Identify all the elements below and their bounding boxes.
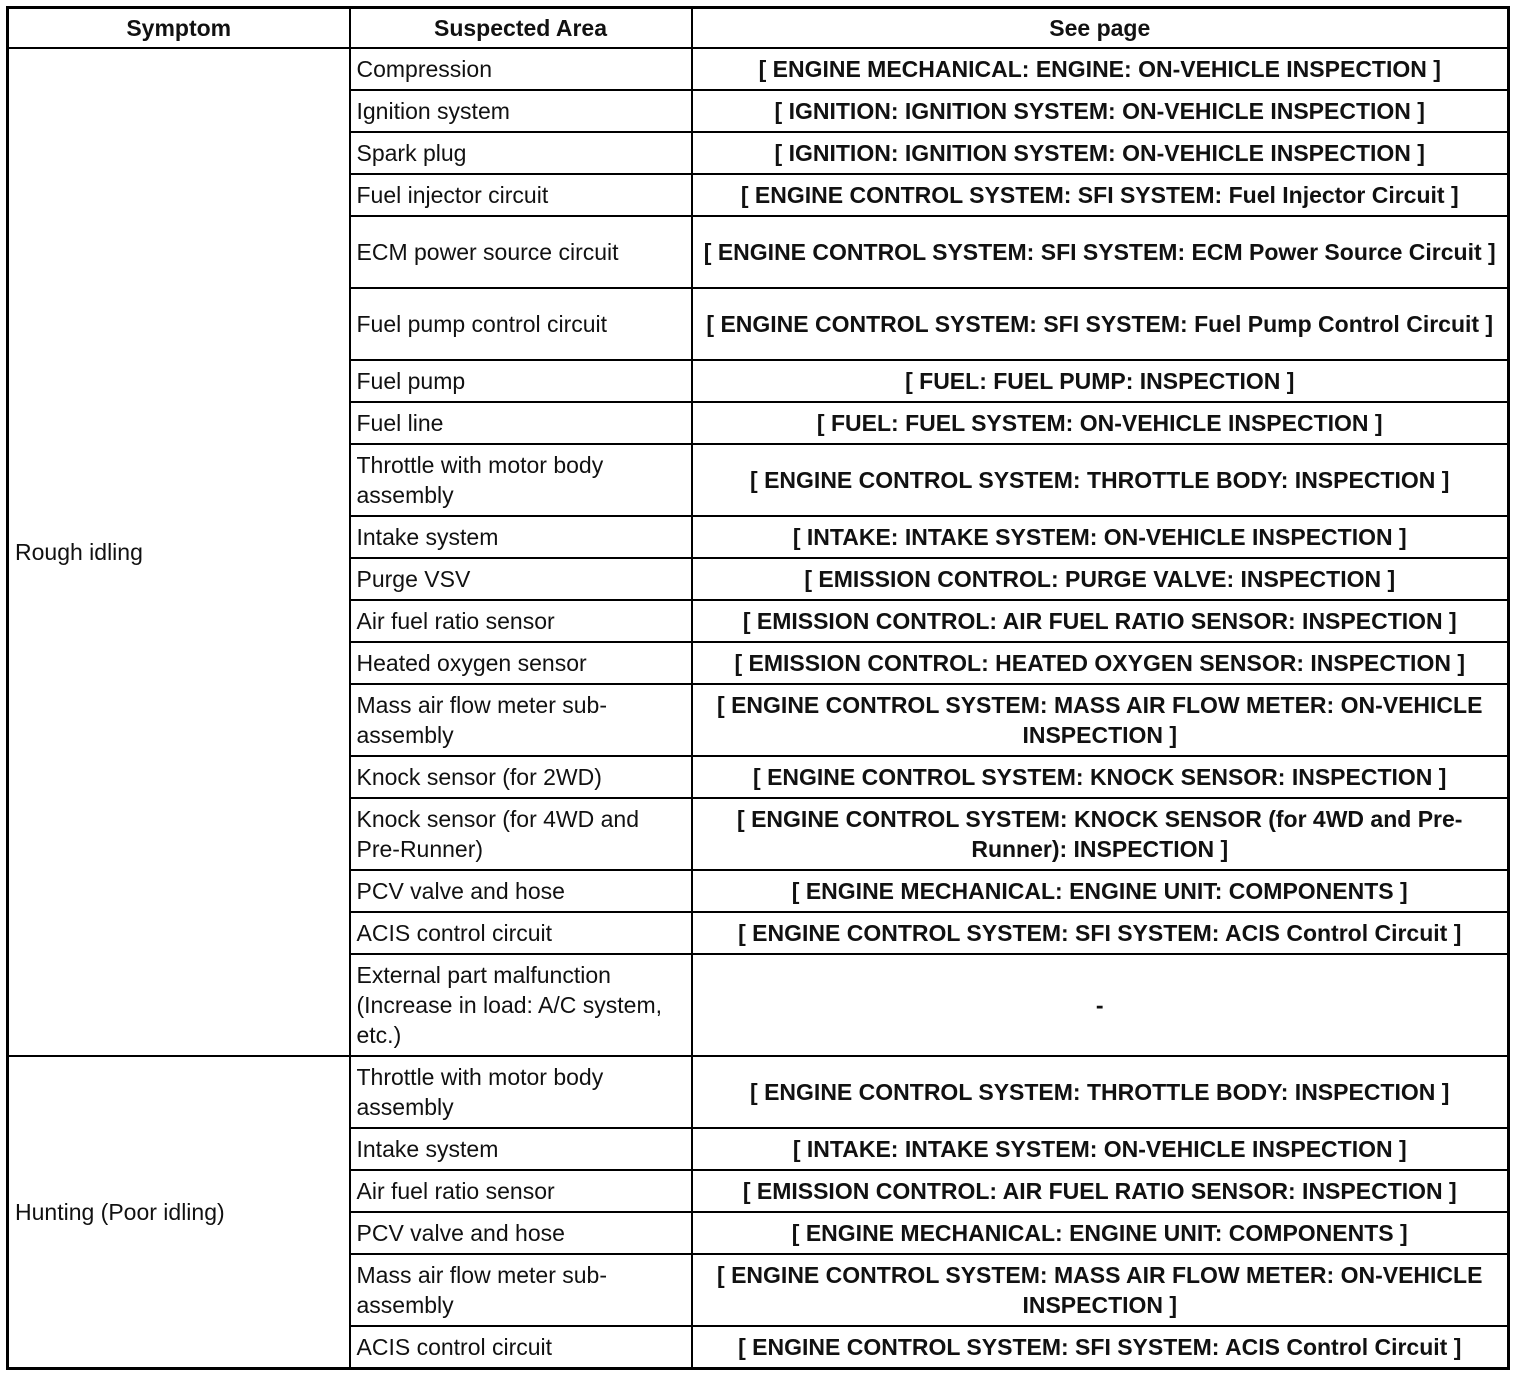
symptom-cell: Rough idling <box>8 48 350 1056</box>
header-suspected-area: Suspected Area <box>350 8 692 49</box>
suspected-area-cell: Fuel pump control circuit <box>350 288 692 360</box>
see-page-cell: [ ENGINE MECHANICAL: ENGINE UNIT: COMPONENTS ] <box>692 1212 1509 1254</box>
suspected-area-cell: Fuel pump <box>350 360 692 402</box>
suspected-area-cell: Mass air flow meter sub-assembly <box>350 684 692 756</box>
suspected-area-cell: Ignition system <box>350 90 692 132</box>
see-page-cell: [ FUEL: FUEL PUMP: INSPECTION ] <box>692 360 1509 402</box>
see-page-cell: [ ENGINE CONTROL SYSTEM: SFI SYSTEM: Fuel Injector Circuit ] <box>692 174 1509 216</box>
symptom-table <box>6 6 1510 1370</box>
header-row <box>8 8 1509 49</box>
suspected-area-cell: Fuel injector circuit <box>350 174 692 216</box>
see-page-cell: [ ENGINE MECHANICAL: ENGINE: ON-VEHICLE INSPECTION ] <box>692 48 1509 90</box>
see-page-cell: [ ENGINE CONTROL SYSTEM: MASS AIR FLOW METER: ON-VEHICLE INSPECTION ] <box>692 684 1509 756</box>
suspected-area-cell: External part malfunction (Increase in load: A/C system, etc.) <box>350 954 692 1056</box>
table-row <box>8 48 1509 90</box>
suspected-area-cell: PCV valve and hose <box>350 870 692 912</box>
suspected-area-cell: Purge VSV <box>350 558 692 600</box>
suspected-area-cell: ECM power source circuit <box>350 216 692 288</box>
see-page-cell: [ ENGINE CONTROL SYSTEM: THROTTLE BODY: INSPECTION ] <box>692 1056 1509 1128</box>
see-page-cell: [ INTAKE: INTAKE SYSTEM: ON-VEHICLE INSPECTION ] <box>692 1128 1509 1170</box>
suspected-area-cell: Air fuel ratio sensor <box>350 600 692 642</box>
see-page-cell: [ IGNITION: IGNITION SYSTEM: ON-VEHICLE INSPECTION ] <box>692 132 1509 174</box>
see-page-cell: [ ENGINE CONTROL SYSTEM: SFI SYSTEM: Fuel Pump Control Circuit ] <box>692 288 1509 360</box>
see-page-cell: [ ENGINE CONTROL SYSTEM: KNOCK SENSOR: INSPECTION ] <box>692 756 1509 798</box>
suspected-area-cell: PCV valve and hose <box>350 1212 692 1254</box>
suspected-area-cell: Mass air flow meter sub-assembly <box>350 1254 692 1326</box>
see-page-cell: [ ENGINE MECHANICAL: ENGINE UNIT: COMPONENTS ] <box>692 870 1509 912</box>
suspected-area-cell: Intake system <box>350 516 692 558</box>
see-page-cell: - <box>692 954 1509 1056</box>
header-symptom: Symptom <box>8 8 350 49</box>
table-body <box>8 48 1509 1369</box>
see-page-cell: [ ENGINE CONTROL SYSTEM: SFI SYSTEM: ACIS Control Circuit ] <box>692 1326 1509 1369</box>
suspected-area-cell: ACIS control circuit <box>350 1326 692 1369</box>
see-page-cell: [ ENGINE CONTROL SYSTEM: SFI SYSTEM: ECM Power Source Circuit ] <box>692 216 1509 288</box>
suspected-area-cell: ACIS control circuit <box>350 912 692 954</box>
symptom-cell: Hunting (Poor idling) <box>8 1056 350 1369</box>
suspected-area-cell: Throttle with motor body assembly <box>350 1056 692 1128</box>
suspected-area-cell: Throttle with motor body assembly <box>350 444 692 516</box>
see-page-cell: [ ENGINE CONTROL SYSTEM: THROTTLE BODY: INSPECTION ] <box>692 444 1509 516</box>
suspected-area-cell: Knock sensor (for 4WD and Pre-Runner) <box>350 798 692 870</box>
see-page-cell: [ ENGINE CONTROL SYSTEM: MASS AIR FLOW METER: ON-VEHICLE INSPECTION ] <box>692 1254 1509 1326</box>
see-page-cell: [ ENGINE CONTROL SYSTEM: SFI SYSTEM: ACIS Control Circuit ] <box>692 912 1509 954</box>
see-page-cell: [ FUEL: FUEL SYSTEM: ON-VEHICLE INSPECTION ] <box>692 402 1509 444</box>
suspected-area-cell: Air fuel ratio sensor <box>350 1170 692 1212</box>
see-page-cell: [ INTAKE: INTAKE SYSTEM: ON-VEHICLE INSPECTION ] <box>692 516 1509 558</box>
see-page-cell: [ ENGINE CONTROL SYSTEM: KNOCK SENSOR (for 4WD and Pre-Runner): INSPECTION ] <box>692 798 1509 870</box>
see-page-cell: [ EMISSION CONTROL: AIR FUEL RATIO SENSOR: INSPECTION ] <box>692 600 1509 642</box>
see-page-cell: [ EMISSION CONTROL: HEATED OXYGEN SENSOR: INSPECTION ] <box>692 642 1509 684</box>
see-page-cell: [ EMISSION CONTROL: PURGE VALVE: INSPECTION ] <box>692 558 1509 600</box>
suspected-area-cell: Compression <box>350 48 692 90</box>
see-page-cell: [ EMISSION CONTROL: AIR FUEL RATIO SENSOR: INSPECTION ] <box>692 1170 1509 1212</box>
suspected-area-cell: Fuel line <box>350 402 692 444</box>
table-row <box>8 1056 1509 1128</box>
suspected-area-cell: Spark plug <box>350 132 692 174</box>
suspected-area-cell: Heated oxygen sensor <box>350 642 692 684</box>
see-page-cell: [ IGNITION: IGNITION SYSTEM: ON-VEHICLE INSPECTION ] <box>692 90 1509 132</box>
suspected-area-cell: Intake system <box>350 1128 692 1170</box>
suspected-area-cell: Knock sensor (for 2WD) <box>350 756 692 798</box>
header-see-page: See page <box>692 8 1509 49</box>
